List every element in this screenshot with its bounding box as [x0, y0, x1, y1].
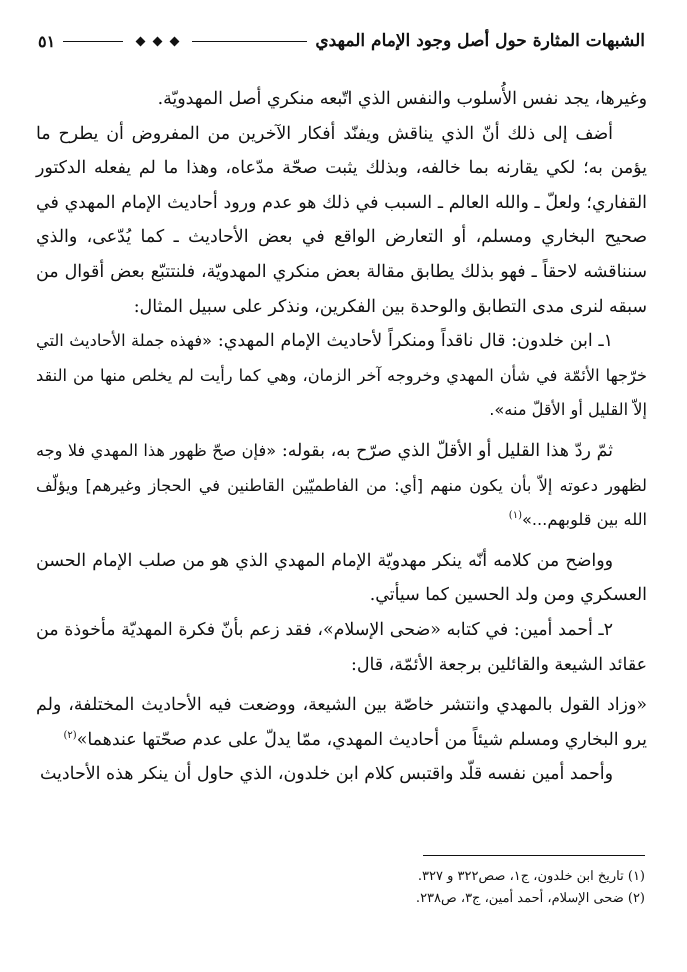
header-rule [63, 41, 123, 42]
running-title: الشبهات المثارة حول أصل وجود الإمام المهدي [315, 31, 645, 51]
footnote-ref: (٢) [63, 729, 77, 741]
paragraph: وأحمد أمين نفسه قلّد واقتبس كلام ابن خلدون، الذي حاول أن ينكر هذه الأحاديث [39, 764, 613, 785]
footnote: (١) تاريخ ابن خلدون، ج١، صص٣٢٢ و ٣٢٧. [417, 869, 645, 884]
paragraph: أضف إلى ذلك أنّ الذي يناقش ويفنّد أفكار الآخرين من المفروض أن يطرح ما يؤمن به؛ لكي يقارنه بما خالفه، وبذلك يثبت صحّة مدّعاه، وهذا ما لم يفعله الدكتور القفاري؛ ولعلّ ـ والله العالم ـ السبب في ذلك هو عدم ورود أحاديث الإمام المهدي في صحيح البخاري ومسلم، أو التعارض الواقع في بعض الأحاديث ـ كما يُدّعى، والذي سنناقشه لاحقاً ـ فهو بذلك يطابق مقالة بعض منكري المهدويّة، فلنتتبّع بعض أقوال من سبقه لنرى مدى التطابق والوحدة بين الفكرين، ونذكر على سبيل المثال: [36, 123, 647, 317]
item-intro: ١ـ ابن خلدون: قال ناقداً ومنكراً لأحاديث الإمام المهدي: [212, 331, 613, 352]
header-rule [192, 41, 307, 42]
header-ornament [137, 38, 178, 45]
footnote-rule [423, 855, 645, 856]
list-item: ٢ـ أحمد أمين: في كتابه «ضحى الإسلام»، فقد زعم بأنّ فكرة المهديّة مأخوذة من عقائد الشيعة والقائلين برجعة الأئمّة، قال: [36, 619, 647, 675]
footnotes [120, 866, 645, 910]
page-number: ٥١ [38, 31, 56, 51]
diamond-ornament-icon [153, 36, 163, 46]
page-header [38, 26, 645, 56]
item-intro: ثمّ ردّ هذا القليل أو الأقلّ الذي صرّح به، بقوله: [276, 440, 613, 461]
body-text [36, 82, 647, 792]
list-item [36, 324, 647, 428]
diamond-ornament-icon [170, 36, 180, 46]
diamond-ornament-icon [136, 36, 146, 46]
paragraph [36, 434, 647, 538]
quotation: «فهذه جملة الأحاديث التي خرّجها الأئمّة في شأن المهدي وخروجه آخر الزمان، وهي كما رأيت لم يخلص منها من النقد إلاّ القليل أو الأقلّ منه». [36, 331, 647, 420]
paragraph: وواضح من كلامه أنّه ينكر مهدويّة الإمام المهدي الذي هو من صلب الإمام الحسن العسكري ومن ولد الحسين كما سيأتي. [36, 550, 647, 606]
quotation: «فإن صحّ ظهور هذا المهدي فلا وجه لظهور دعوته إلاّ بأن يكون منهم [أي: من الفاطميّين القاطنين في الحجاز وغيرهم] ويؤلّف الله بين قلوبهم...» [36, 440, 647, 530]
paragraph: وغيرها، يجد نفس الأُسلوب والنفس الذي اتّبعه منكري أصل المهدويّة. [157, 89, 647, 109]
quotation-block [36, 688, 647, 757]
footnote: (٢) ضحى الإسلام، أحمد أمين، ج٣، ص٢٣٨. [415, 891, 645, 906]
footnote-ref: (١) [508, 510, 522, 522]
quotation: «وزاد القول بالمهدي وانتشر خاصّة بين الشيعة، ووضعت فيه الأحاديث المختلفة، ولم يرو البخاري ومسلم شيئاً من أحاديث المهدي، ممّا يدلّ على عدم صحّتها عندهما» [36, 695, 647, 750]
